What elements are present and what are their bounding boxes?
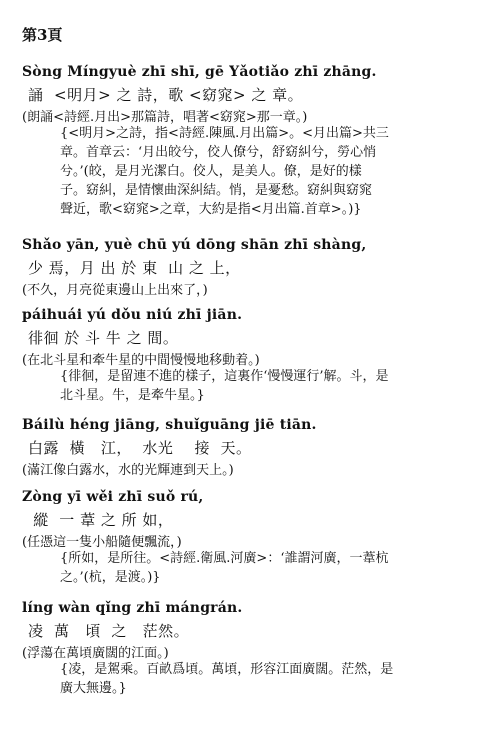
note-line: 章。首章云：‘月出皎兮，佼人僚兮，舒窈糾兮，勞心悄	[60, 145, 377, 160]
translation-line: (不久，月亮從東邊山上出來了，)	[22, 283, 208, 298]
translation-line: (朗誦<詩經.月出>那篇詩，唱著<窈窕>那一章。)	[22, 110, 308, 125]
translation-line: (在北斗星和牽牛星的中間慢慢地移動着。)	[22, 353, 260, 368]
page-number: 第3頁	[22, 26, 63, 44]
pinyin-line: Báilù héng jiāng, shuǐguāng jiē tiān.	[22, 417, 317, 433]
verse-line: 凌 萬 頃 之 茫然。	[28, 622, 190, 640]
pinyin-line: páihuái yú dǒu niú zhī jiān.	[22, 307, 243, 323]
note-line: {凌，是駕乘。百畝爲頃。萬頃，形容江面廣闊。茫然，是	[60, 662, 394, 677]
note-line: {<明月>之詩，指<詩經.陳風.月出篇>。<月出篇>共三	[60, 126, 389, 141]
verse-line: 誦 <明月> 之 詩，歌 <窈窕> 之 章。	[28, 86, 304, 104]
note-line: 聲近，歌<窈窕>之章，大約是指<月出篇.首章>。)}	[60, 202, 362, 217]
translation-line: (任憑這一隻小船隨便飄流，)	[22, 535, 182, 550]
note-line: 子。窈糾，是情懷曲深糾結。悄，是憂愁。窈糾與窈窕	[60, 183, 373, 198]
annotation-note	[60, 549, 388, 587]
verse-line: 少 焉，月 出 於 東 山 之 上，	[28, 259, 241, 277]
note-line: {徘徊，是留連不進的樣子，這裏作‘慢慢運行’解。斗，是	[60, 369, 389, 384]
annotation-note	[60, 660, 393, 698]
note-line: 北斗星。牛，是牽牛星。}	[60, 388, 205, 403]
pinyin-line: Sòng Míngyuè zhī shī, gē Yǎotiǎo zhī zhāng.	[22, 64, 377, 80]
verse-line: 白露 橫 江， 水光 接 天。	[28, 439, 252, 457]
note-line: {所如，是所往。<詩經.衛風.河廣>：‘誰謂河廣，一葦杭	[60, 551, 389, 566]
pinyin-line: Shǎo yān, yuè chū yú dōng shān zhī shàng,	[22, 237, 367, 253]
note-line: 兮。’(皎，是月光潔白。佼人，是美人。僚，是好的樣	[60, 164, 362, 179]
pinyin-line: líng wàn qǐng zhī mángrán.	[22, 600, 243, 616]
translation-line: (浮蕩在萬頃廣闊的江面。)	[22, 646, 169, 661]
verse-line: 徘徊 於 斗 牛 之 間。	[28, 329, 179, 347]
note-line: 之。’(杭，是渡。)}	[60, 570, 161, 585]
pinyin-line: Zòng yī wěi zhī suǒ rú,	[22, 489, 204, 505]
translation-line: (滿江像白露水，水的光輝連到天上。)	[22, 463, 234, 478]
verse-line: 縱 一 葦 之 所 如，	[28, 511, 174, 529]
note-line: 廣大無邊。}	[60, 681, 127, 696]
annotation-note	[60, 124, 389, 219]
annotation-note	[60, 367, 389, 405]
